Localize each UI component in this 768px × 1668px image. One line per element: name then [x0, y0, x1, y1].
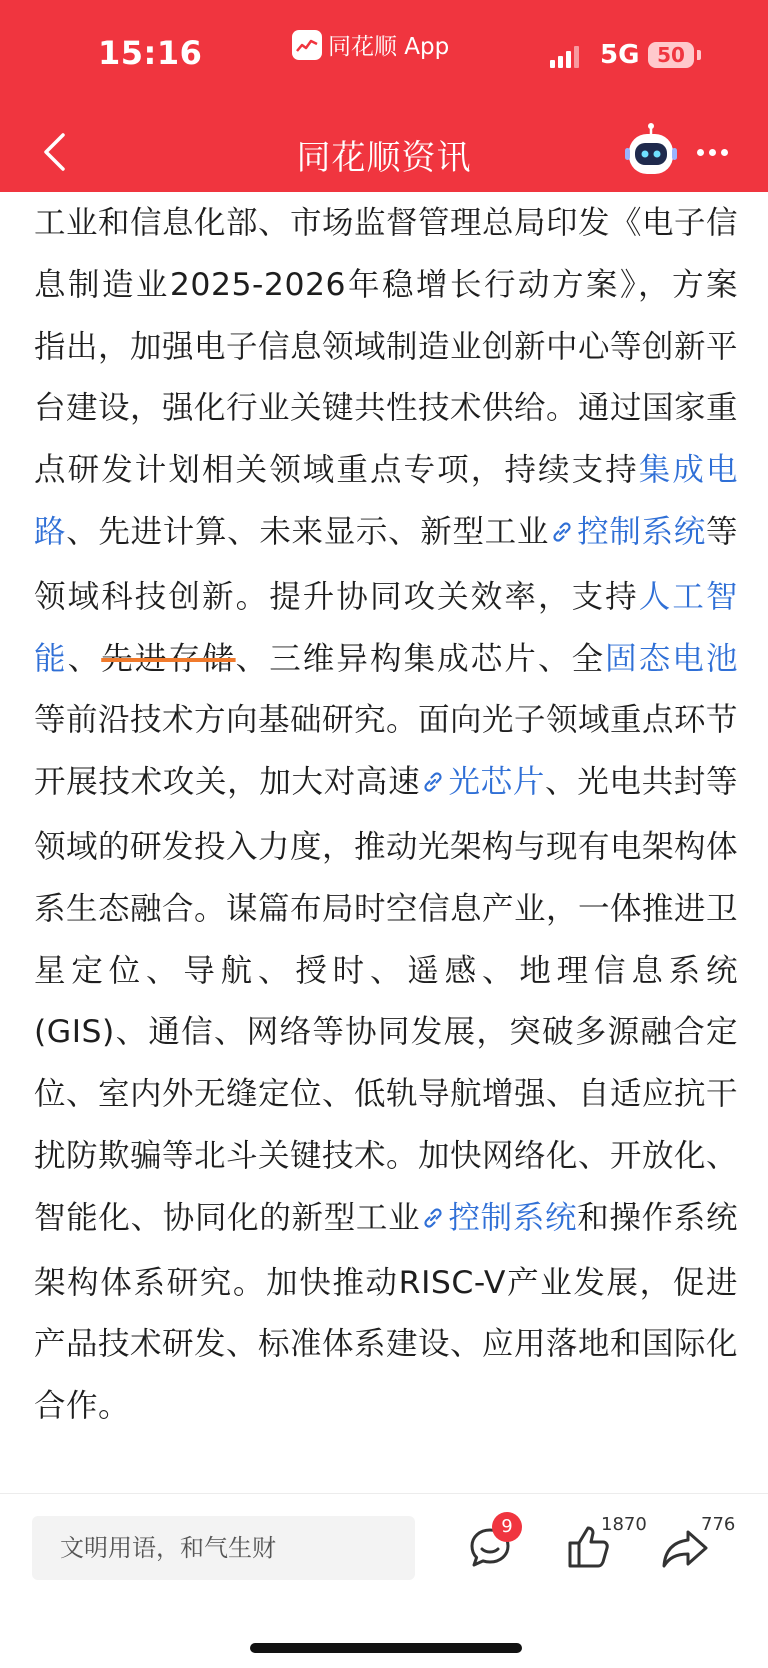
home-indicator	[250, 1643, 522, 1653]
nav-bar	[0, 112, 768, 192]
back-to-app-link[interactable]	[292, 28, 449, 61]
article-paragraph	[34, 193, 738, 1438]
like-count: 1870	[601, 1514, 647, 1535]
article-text: 、光电共封等领域的研发投入力度，推动光架构与现有电架构体系生态融合。谋篇布局时空信息产业，一体推进卫星定位、导航、授时、遥感、地理信息系统(GIS)、通信、网络等协同发展，突破多源融合定位、室内外无缝定位、低轨导航增强、自适应抗干扰防欺骗等北斗关键技术。加快网络化、开放化、智能化、协同化的新型工业	[34, 764, 738, 1236]
bottom-action-bar	[0, 1493, 768, 1668]
share-count: 776	[701, 1514, 736, 1535]
article-text: 工业和信息化部、市场监督管理总局印发《电子信息制造业2025-2026年稳增长行动方案》，方案指出，加强电子信息领域制造业创新中心等创新平台建设，强化行业关键共性技术供给。通过国家重点研发计划相关领域重点专项，持续支持	[34, 205, 738, 489]
article-text: 等前沿技术方向基础研究。面向光子领域重点环节开展技术攻关，加大对高速	[34, 702, 738, 801]
article-text: 、三维异构集成芯片、全	[235, 640, 606, 677]
back-app-label: 同花顺 App	[328, 34, 450, 60]
link-icon[interactable]	[549, 505, 575, 567]
keyword-link[interactable]: 控制系统	[448, 1199, 578, 1236]
comment-count-badge: 9	[492, 1512, 522, 1542]
keyword-link[interactable]: 集成电路	[34, 452, 738, 550]
status-bar	[0, 0, 768, 112]
app-logo-icon	[292, 30, 322, 60]
network-type: 5G	[600, 40, 640, 70]
comment-input[interactable]: 文明用语，和气生财	[32, 1516, 415, 1580]
link-icon[interactable]	[420, 755, 446, 817]
status-time: 15:16	[98, 34, 203, 72]
robot-assistant-icon	[624, 122, 678, 180]
article-text: 等领域科技创新。提升协同攻关效率，支持	[34, 513, 738, 615]
page-title: 同花顺资讯	[296, 138, 472, 178]
keyword-link[interactable]: 光芯片	[448, 764, 546, 801]
keyword-link[interactable]: 控制系统	[577, 513, 706, 550]
more-icon-dot	[721, 149, 728, 156]
keyword-link[interactable]: 人工智能	[34, 578, 738, 677]
battery-tip	[697, 50, 701, 60]
article-text: 、先进计算、未来显示、新型工业	[66, 513, 550, 550]
struck-text: 先进存储	[101, 640, 236, 677]
article-body	[34, 193, 738, 1493]
article-text: 、	[67, 640, 102, 677]
signal-icon	[550, 44, 579, 68]
article-text: 和操作系统架构体系研究。加快推动RISC-V产业发展，促进产品技术研发、标准体系建设、应用落地和国际化合作。	[34, 1199, 738, 1425]
link-icon[interactable]	[420, 1191, 446, 1253]
more-icon-dot	[709, 149, 716, 156]
robot-assistant-button[interactable]	[624, 122, 678, 180]
more-icon	[697, 149, 704, 156]
more-button[interactable]	[692, 134, 732, 170]
battery-level: 50	[648, 42, 694, 68]
keyword-link[interactable]: 固态电池	[605, 640, 738, 677]
